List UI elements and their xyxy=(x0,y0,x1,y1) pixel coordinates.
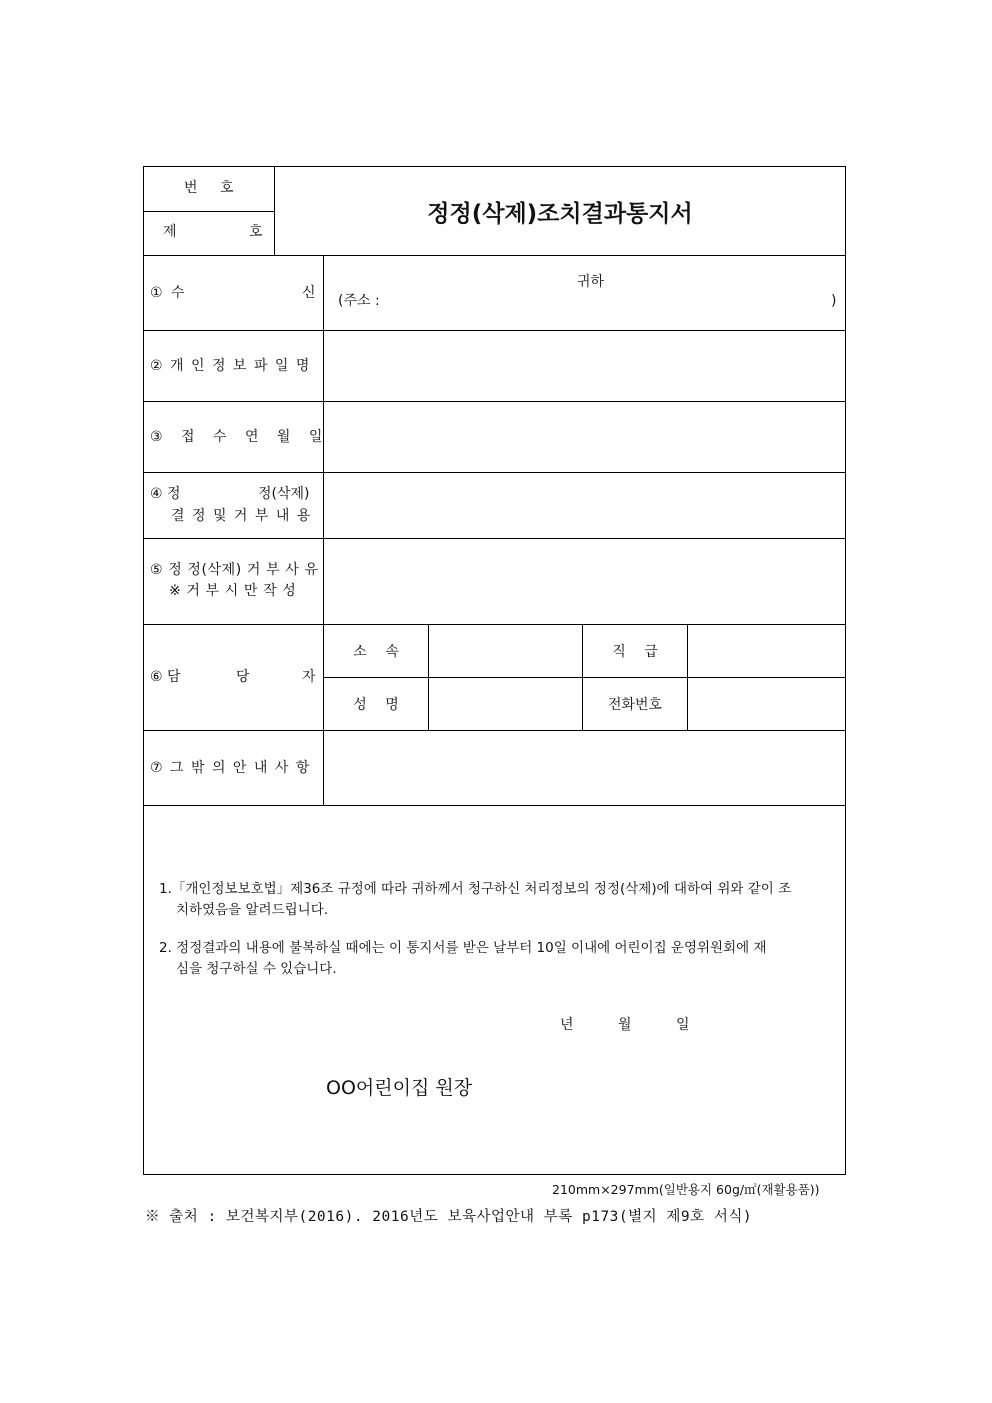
paper-spec: 210mm×297mm(일반용지 60g/㎡(재활용품)) xyxy=(552,1182,820,1197)
row-line-1 xyxy=(144,255,845,256)
number-label-text: 번 호 xyxy=(184,180,234,196)
person-divider-3 xyxy=(687,624,688,730)
dept-label: 소 속 xyxy=(353,644,399,660)
person-label-mid: 당 xyxy=(236,669,250,685)
notice-item-1-line1: 1.「개인정보보호법」제36조 규정에 따라 귀하께서 청구하신 처리정보의 정정(삭제)에 대하여 위와 같이 조 xyxy=(159,881,792,897)
decision-label-line1-b: 정(삭제) xyxy=(258,486,310,502)
number-label xyxy=(184,179,234,197)
document-title: 정정(삭제)조치결과통지서 xyxy=(427,200,693,227)
refusal-label-line1: ⑤ 정 정(삭제) 거 부 사 유 xyxy=(150,562,319,578)
recipient-label-a: 수 xyxy=(171,285,185,301)
date-year: 년 xyxy=(560,1017,574,1033)
notice-item-1-line2: 치하였음을 알려드립니다. xyxy=(176,902,329,918)
row-line-7 xyxy=(144,730,845,731)
person-label-no: ⑥ 담 xyxy=(150,669,181,685)
other-notes-label: ⑦ 그 밖 의 안 내 사 항 xyxy=(150,760,311,776)
notice-item-2-line2: 심을 청구하실 수 있습니다. xyxy=(176,961,337,977)
row-line-2 xyxy=(144,330,845,331)
decision-label-line2: 결 정 및 거 부 내 용 xyxy=(171,508,312,524)
rank-label: 직 급 xyxy=(612,644,658,660)
row-line-5 xyxy=(144,538,845,539)
date-month: 월 xyxy=(618,1017,632,1033)
row-line-3 xyxy=(144,401,845,402)
file-name-label: ② 개 인 정 보 파 일 명 xyxy=(150,358,311,374)
title-number-label: 제 호 xyxy=(163,224,263,240)
phone-label: 전화번호 xyxy=(607,697,663,713)
refusal-label-line2: ※ 거 부 시 만 작 성 xyxy=(169,583,297,599)
notice-form xyxy=(143,166,846,1175)
notice-item-2 xyxy=(159,938,835,980)
row-line-4 xyxy=(144,472,845,473)
recipient-label-no: ① xyxy=(150,285,163,301)
decision-label-line1-a: ④ 정 xyxy=(150,486,181,502)
notice-item-1 xyxy=(159,879,835,921)
row-line-8 xyxy=(144,805,845,806)
date-day: 일 xyxy=(676,1017,690,1033)
person-divider-1 xyxy=(428,624,429,730)
source-note: ※ 출처 : 보건복지부(2016). 2016년도 보육사업안내 부록 p173(별지 제9호 서식) xyxy=(145,1209,753,1225)
recipient-label-b: 신 xyxy=(302,285,316,301)
notice-item-2-line1: 2. 정정결과의 내용에 불복하실 때에는 이 통지서를 받은 날부터 10일 이내에 어린이집 운영위원회에 재 xyxy=(159,940,767,956)
receipt-date-label: ③ 접 수 연 월 일 xyxy=(150,429,323,445)
signer: OO어린이집 원장 xyxy=(326,1077,473,1099)
recipient-address-open: (주소 : xyxy=(338,293,380,309)
recipient-honorific: 귀하 xyxy=(577,274,605,290)
row-line-6 xyxy=(144,624,845,625)
recipient-address-close: ) xyxy=(831,293,837,309)
person-label-end: 자 xyxy=(302,669,316,685)
header-split-line xyxy=(144,211,275,212)
name-label: 성 명 xyxy=(353,697,399,713)
